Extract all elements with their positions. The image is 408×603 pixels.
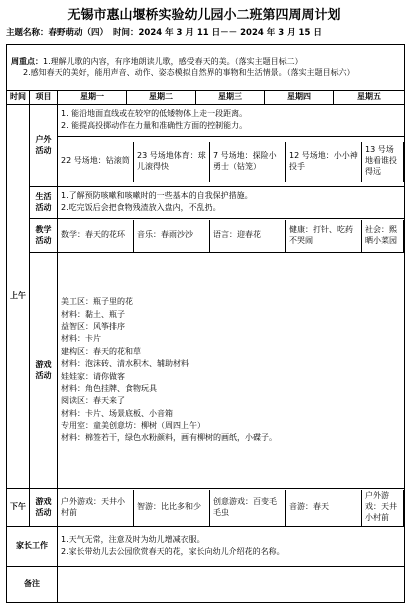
outdoor-label: 户外活动	[30, 105, 58, 187]
outdoor-day-wed: 7 号场地：探险小勇士（钻笼）	[210, 142, 286, 182]
game-line: 材料：黏土、瓶子	[61, 309, 125, 319]
header-day-wed: 星期三	[196, 91, 265, 105]
outdoor-goals	[58, 105, 405, 137]
afternoon-game-label: 游戏活动	[30, 489, 58, 527]
afternoon-days	[58, 489, 405, 527]
remarks-label: 备注	[7, 567, 58, 603]
afternoon-day-thu: 音游：春天	[286, 490, 362, 526]
game-line: 专用室：童美创意坊：柳树（周四上午）	[61, 421, 205, 431]
outdoor-goal-2: 2. 能提高投掷动作在力量和准确性方面的控制能力。	[61, 120, 248, 130]
outdoor-goal-1: 1. 能沿地面直线或在较窄的低矮物体上走一段距离。	[61, 108, 248, 118]
life-item-2: 2.吃完饭后会把食物残渣放入盘内，不乱扔。	[61, 202, 221, 212]
teaching-day-wed: 语言：迎春花	[210, 220, 286, 252]
afternoon-day-mon: 户外游戏：天井小村前	[58, 490, 134, 526]
afternoon-day-wed: 创意游戏：百变毛毛虫	[210, 490, 286, 526]
header-day-mon: 星期一	[58, 91, 127, 105]
outdoor-day-thu: 12 号场地：小小神投手	[286, 142, 362, 182]
life-label: 生活活动	[30, 187, 58, 219]
outdoor-day-mon: 22 号场地：钻滚筒	[58, 142, 134, 182]
game-line: 阅读区：春天来了	[61, 396, 125, 406]
header-day-tue: 星期二	[127, 91, 196, 105]
game-line: 材料：棉签若干，绿色水粉颜料，画有柳树的画纸，小碟子。	[61, 433, 277, 443]
home-item-1: 1.天气无常，注意及时为幼儿增减衣服。	[61, 534, 205, 544]
teaching-label: 教学活动	[30, 219, 58, 253]
outdoor-days	[58, 137, 405, 187]
header-item: 项目	[30, 91, 58, 105]
game-line: 建构区：春天的花和草	[61, 346, 141, 356]
teaching-days	[58, 219, 405, 253]
teaching-day-tue: 音乐：春雨沙沙	[134, 220, 210, 252]
home-label: 家长工作	[7, 527, 58, 567]
remarks-value	[58, 567, 405, 603]
theme-name: 主题名称：春野萌动（四）	[6, 28, 109, 38]
morning-label: 上午	[7, 105, 30, 489]
game-list	[58, 253, 405, 489]
afternoon-day-fri: 户外游戏：天井小村前	[362, 490, 404, 526]
teaching-day-mon: 数学：春天的花环	[58, 220, 134, 252]
weekly-goal-1: 1.理解儿歌的内容，有序地朗读儿歌，感受春天的美。（落实主题目标二）	[43, 56, 303, 66]
weekly-goals-label: 周重点：	[11, 56, 43, 66]
game-label: 游戏活动	[30, 253, 58, 489]
page-title: 无锡市惠山堰桥实验幼儿园小二班第四周周计划	[67, 8, 341, 23]
afternoon-day-tue: 智游：比比多和少	[134, 490, 210, 526]
header-time: 时间	[7, 91, 30, 105]
header-day-fri: 星期五	[334, 91, 405, 105]
game-line: 娃娃家：请你做客	[61, 371, 125, 381]
game-line: 材料：卡片、场景底板、小音箱	[61, 408, 173, 418]
outdoor-day-fri: 13 号场地看谁投得远	[362, 142, 404, 182]
afternoon-label: 下午	[7, 489, 30, 527]
home-item-2: 2.家长带幼儿去公园欣赏春天的花，家长向幼儿介绍花的名称。	[61, 546, 285, 556]
life-item-1: 1.了解预防咳嗽和咳嗽时的一些基本的自我保护措施。	[61, 190, 253, 200]
weekly-goal-2: 2.感知春天的美好，能用声音、动作、姿态模拟自然界的事物和生活情景。（落实主题目标六）	[23, 67, 355, 77]
teaching-day-fri: 社会：熙晒小菜园	[362, 220, 404, 252]
weekly-plan-table	[6, 44, 405, 603]
date-range: 时间：2024 年 3 月 11 日－－ 2024 年 3 月 15 日	[112, 28, 322, 38]
plan-subtitle	[6, 26, 324, 38]
home-items	[58, 527, 405, 567]
header-day-thu: 星期四	[265, 91, 334, 105]
game-line: 材料：角色挂牌、食物玩具	[61, 383, 157, 393]
game-line: 益智区：风筝排序	[61, 321, 125, 331]
weekly-goals-cell	[7, 45, 405, 91]
teaching-day-thu: 健康：打针、吃药不哭闹	[286, 220, 362, 252]
outdoor-day-tue: 23 号场地体育：球儿滚得快	[134, 142, 210, 182]
game-line: 材料：卡片	[61, 334, 101, 344]
game-line: 材料：泡沫砖、清水积木、辅助材料	[61, 359, 189, 369]
game-line: 美工区：瓶子里的花	[61, 297, 133, 307]
life-items	[58, 187, 405, 219]
